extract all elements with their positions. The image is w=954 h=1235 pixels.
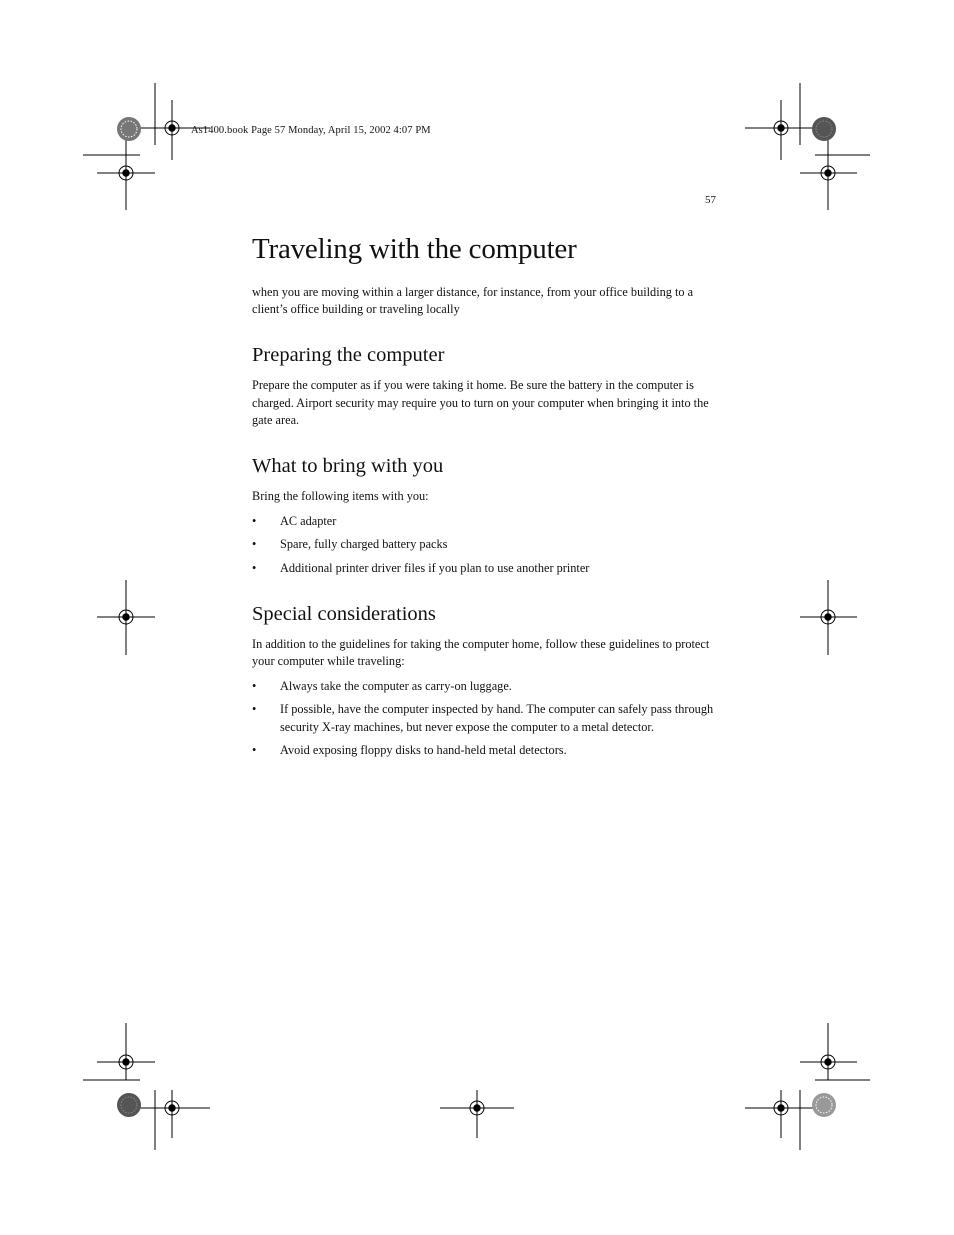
- list-item: [252, 742, 722, 759]
- section-heading: Special considerations: [252, 602, 436, 625]
- list-item: [252, 560, 722, 577]
- bullet-list: [252, 678, 722, 759]
- bullet-icon: •: [252, 742, 257, 757]
- page-content: [252, 232, 722, 783]
- list-item: [252, 701, 722, 735]
- section-paragraph: In addition to the guidelines for taking the computer home, follow these guidelines to protect your computer while traveling:: [252, 636, 710, 669]
- list-item-text: Always take the computer as carry-on luggage.: [280, 679, 512, 694]
- list-item-text: If possible, have the computer inspected by hand. The computer can safely pass through security X-ray machines, but never expose the computer to a metal detector.: [280, 702, 714, 734]
- bullet-icon: •: [252, 537, 257, 552]
- section-paragraph: Bring the following items with you:: [252, 489, 429, 504]
- bullet-icon: •: [252, 679, 257, 694]
- bullet-icon: •: [252, 560, 257, 575]
- section-what-to-bring: [252, 453, 722, 577]
- list-item: [252, 678, 722, 695]
- bullet-icon: •: [252, 514, 257, 529]
- section-special-considerations: [252, 601, 722, 759]
- list-item: [252, 536, 722, 553]
- page-title: Traveling with the computer: [252, 233, 577, 265]
- bullet-icon: •: [252, 702, 257, 717]
- list-item-text: Avoid exposing floppy disks to hand-held metal detectors.: [280, 742, 567, 757]
- section-heading: What to bring with you: [252, 455, 444, 478]
- list-item: [252, 513, 722, 530]
- list-item-text: AC adapter: [280, 514, 337, 529]
- section-heading: Preparing the computer: [252, 344, 445, 367]
- list-item-text: Additional printer driver files if you plan to use another printer: [280, 560, 590, 575]
- list-item-text: Spare, fully charged battery packs: [280, 537, 448, 552]
- print-slug: As1400.book Page 57 Monday, April 15, 2002 4:07 PM: [191, 125, 431, 136]
- section-paragraph: Prepare the computer as if you were taking it home. Be sure the battery in the computer is charged. Airport security may require you to turn on your computer when bringing it into the gate area.: [252, 378, 709, 427]
- intro-paragraph: when you are moving within a larger distance, for instance, from your office building to a client’s office building or traveling locally: [252, 285, 694, 317]
- page-number: 57: [705, 194, 716, 206]
- section-preparing: [252, 342, 722, 429]
- bullet-list: [252, 513, 722, 577]
